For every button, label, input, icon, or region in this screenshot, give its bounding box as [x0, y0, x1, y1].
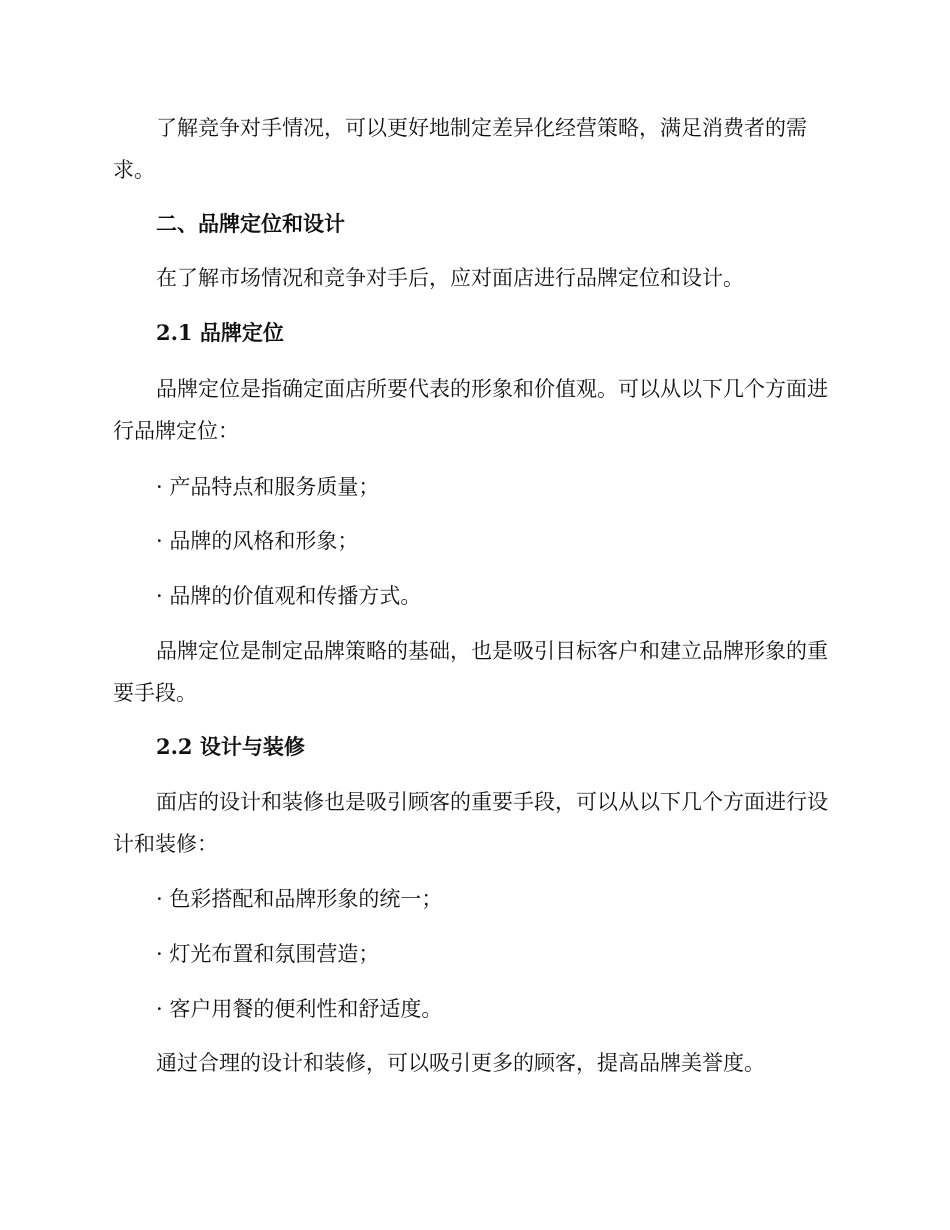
- list-item: · 产品特点和服务质量；: [156, 475, 380, 499]
- paragraph-design: 面店的设计和装修也是吸引顾客的重要手段，可以从以下几个方面进行设计和装修：: [113, 790, 828, 856]
- paragraph-positioning-summary: 品牌定位是制定品牌策略的基础，也是吸引目标客户和建立品牌形象的重要手段。: [113, 639, 828, 705]
- list-item: · 品牌的价值观和传播方式。: [156, 584, 422, 608]
- subsection-heading-positioning: 2.1 品牌定位: [156, 320, 284, 345]
- list-item: · 色彩搭配和品牌形象的统一；: [156, 887, 443, 911]
- list-item: · 灯光布置和氛围营造；: [156, 942, 380, 966]
- paragraph-design-summary: 通过合理的设计和装修，可以吸引更多的顾客，提高品牌美誉度。: [156, 1051, 765, 1075]
- list-item: · 客户用餐的便利性和舒适度。: [156, 997, 443, 1021]
- list-item: · 品牌的风格和形象；: [156, 529, 359, 553]
- subsection-heading-design: 2.2 设计与装修: [156, 734, 305, 759]
- section-heading-brand: 二、品牌定位和设计: [156, 211, 345, 236]
- paragraph-positioning: 品牌定位是指确定面店所要代表的形象和价值观。可以从以下几个方面进行品牌定位：: [113, 377, 828, 443]
- paragraph-brand-intro: 在了解市场情况和竞争对手后，应对面店进行品牌定位和设计。: [156, 266, 744, 290]
- paragraph-competition: 了解竞争对手情况，可以更好地制定差异化经营策略，满足消费者的需求。: [113, 116, 807, 182]
